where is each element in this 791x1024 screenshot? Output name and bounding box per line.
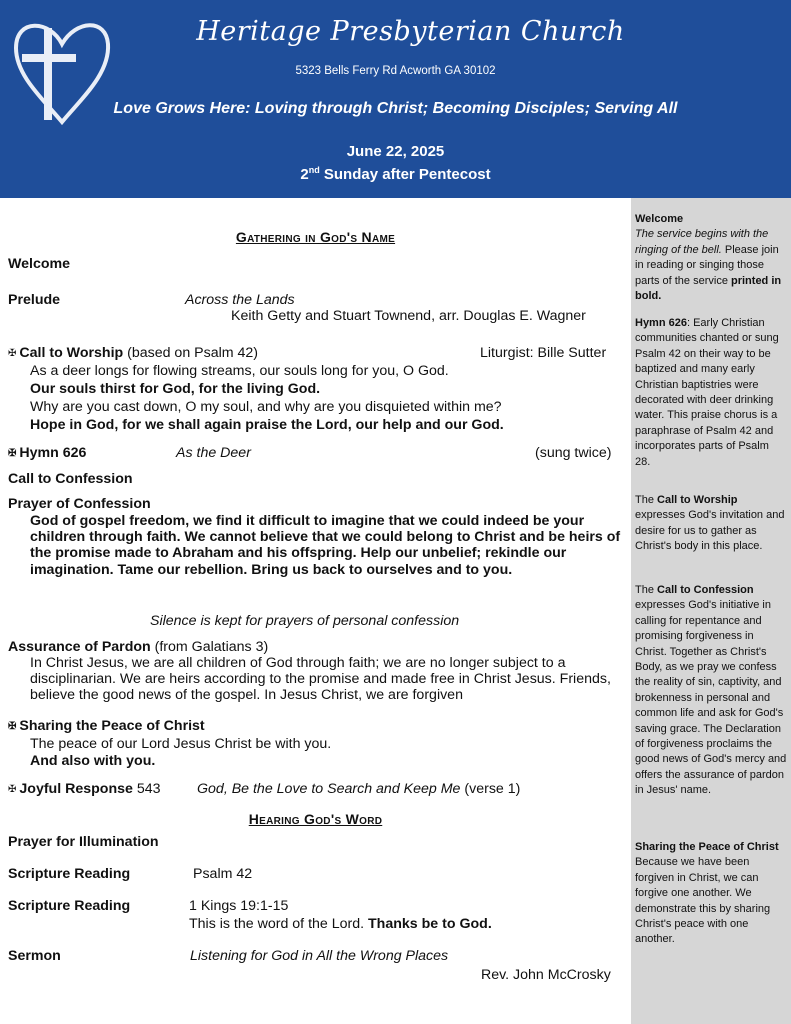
- church-address: 5323 Bells Ferry Rd Acworth GA 30102: [295, 65, 496, 77]
- sidebar-call-to-worship-note: The Call to Worship expresses God's invitation and desire for us to gather as Christ's body in this place.: [635, 494, 785, 553]
- prelude-label: Prelude: [8, 292, 61, 308]
- call-to-worship-line-2: Our souls thirst for God, for the living God.: [30, 381, 321, 397]
- section-heading-hearing: Hearing God's Word: [248, 811, 383, 827]
- joyful-response-heading: ✠ Joyful Response 543: [8, 781, 161, 797]
- liturgist: Liturgist: Bille Sutter: [480, 345, 607, 361]
- scripture-reading-label-1: Scripture Reading: [8, 866, 131, 882]
- scripture-reference-1: Psalm 42: [193, 866, 253, 882]
- prayer-of-confession-text: God of gospel freedom, we find it difficult to imagine that we could indeed be your children through faith. We cannot believe that we could belong to Christ and be heirs of the promise made to Abraham and his offspring. Help our unbelief; rekindle our imagination. Tame our rebellion. Bring us back to ourselves and to you.: [30, 513, 621, 578]
- tagline: Love Grows Here: Loving through Christ; Becoming Disciples; Serving All: [113, 100, 678, 117]
- sermon-title: Listening for God in All the Wrong Places: [190, 948, 449, 964]
- silence-note: Silence is kept for prayers of personal confession: [150, 613, 460, 629]
- assurance-heading: Assurance of Pardon (from Galatians 3): [8, 639, 269, 655]
- call-to-confession-label: Call to Confession: [8, 471, 133, 487]
- hymn-label: ✠ Hymn 626: [8, 445, 87, 461]
- sidebar-welcome-note: Welcome The service begins with the ringing of the bell. Please join in reading or singing those parts of the service printed in bold.: [635, 213, 782, 303]
- joyful-response-title: God, Be the Love to Search and Keep Me (verse 1): [197, 781, 521, 797]
- cross-icon: ✠: [8, 721, 17, 732]
- sharing-peace-label: ✠ Sharing the Peace of Christ: [8, 718, 205, 734]
- sidebar-hymn-note: Hymn 626: Early Christian communities chanted or sung Psalm 42 on their way to be baptized and many early Christian baptistries were decorated with deer drinking water. This praise chorus is a paraphrase of Psalm 42 and incorporates parts of Psalm 28.: [635, 317, 779, 468]
- prayer-of-confession-label: Prayer of Confession: [8, 496, 151, 512]
- sermon-label: Sermon: [8, 948, 61, 964]
- section-heading-gathering: Gathering in God's Name: [235, 229, 396, 245]
- cross-icon: ✠: [8, 784, 17, 795]
- sermon-preacher: Rev. John McCrosky: [481, 967, 611, 983]
- liturgical-day: 2nd Sunday after Pentecost: [300, 165, 491, 183]
- assurance-text: In Christ Jesus, we are all children of God through faith; we are no longer subject to a disciplinarian. We are heirs according to the promise and made free in Christ Jesus. Friends, believe the good news of the gospel. In Jesus Christ, we are forgiven: [30, 655, 611, 704]
- prelude-title: Across the Lands: [185, 292, 295, 308]
- prayer-for-illumination-label: Prayer for Illumination: [8, 834, 159, 850]
- hymn-note: (sung twice): [535, 445, 612, 461]
- scripture-reference-2: 1 Kings 19:1-15: [189, 898, 289, 914]
- sidebar-call-to-confession-note: The Call to Confession expresses God's initiative in calling for repentance and promising forgiveness in Christ. Together as Christ's Body, as we pray we confess the reality of sin, captivity, and brokenness in personal and common life and ask for God's saving grace. The Declaration of forgiveness proclaims the good news of God's mercy and offers the assurance of pardon in Jesus' name.: [635, 584, 787, 797]
- peace-line-1: The peace of our Lord Jesus Christ be with you.: [30, 736, 332, 752]
- call-to-worship-line-3: Why are you cast down, O my soul, and why are you disquieted within me?: [30, 399, 502, 415]
- prelude-credit: Keith Getty and Stuart Townend, arr. Douglas E. Wagner: [231, 308, 586, 324]
- call-to-worship-heading: ✠ Call to Worship (based on Psalm 42): [8, 345, 259, 361]
- scripture-reading-label-2: Scripture Reading: [8, 898, 131, 914]
- service-date: June 22, 2025: [346, 143, 445, 160]
- header-banner: [0, 0, 791, 198]
- call-to-worship-line-1: As a deer longs for flowing streams, our souls long for you, O God.: [30, 363, 449, 379]
- welcome-label: Welcome: [8, 256, 71, 272]
- cross-icon: ✠: [8, 348, 17, 359]
- scripture-response: This is the word of the Lord. Thanks be to God.: [189, 916, 492, 932]
- call-to-worship-line-4: Hope in God, for we shall again praise the Lord, our help and our God.: [30, 417, 504, 433]
- church-name: Heritage Presbyterian Church: [196, 16, 625, 47]
- hymn-title: As the Deer: [176, 445, 251, 461]
- peace-line-2: And also with you.: [30, 753, 156, 769]
- cross-icon: ✠: [8, 448, 17, 459]
- sidebar-peace-note: Sharing the Peace of Christ Because we have been forgiven in Christ, we can forgive one another. We demonstrate this by sharing Christ's peace with one another.: [635, 841, 779, 946]
